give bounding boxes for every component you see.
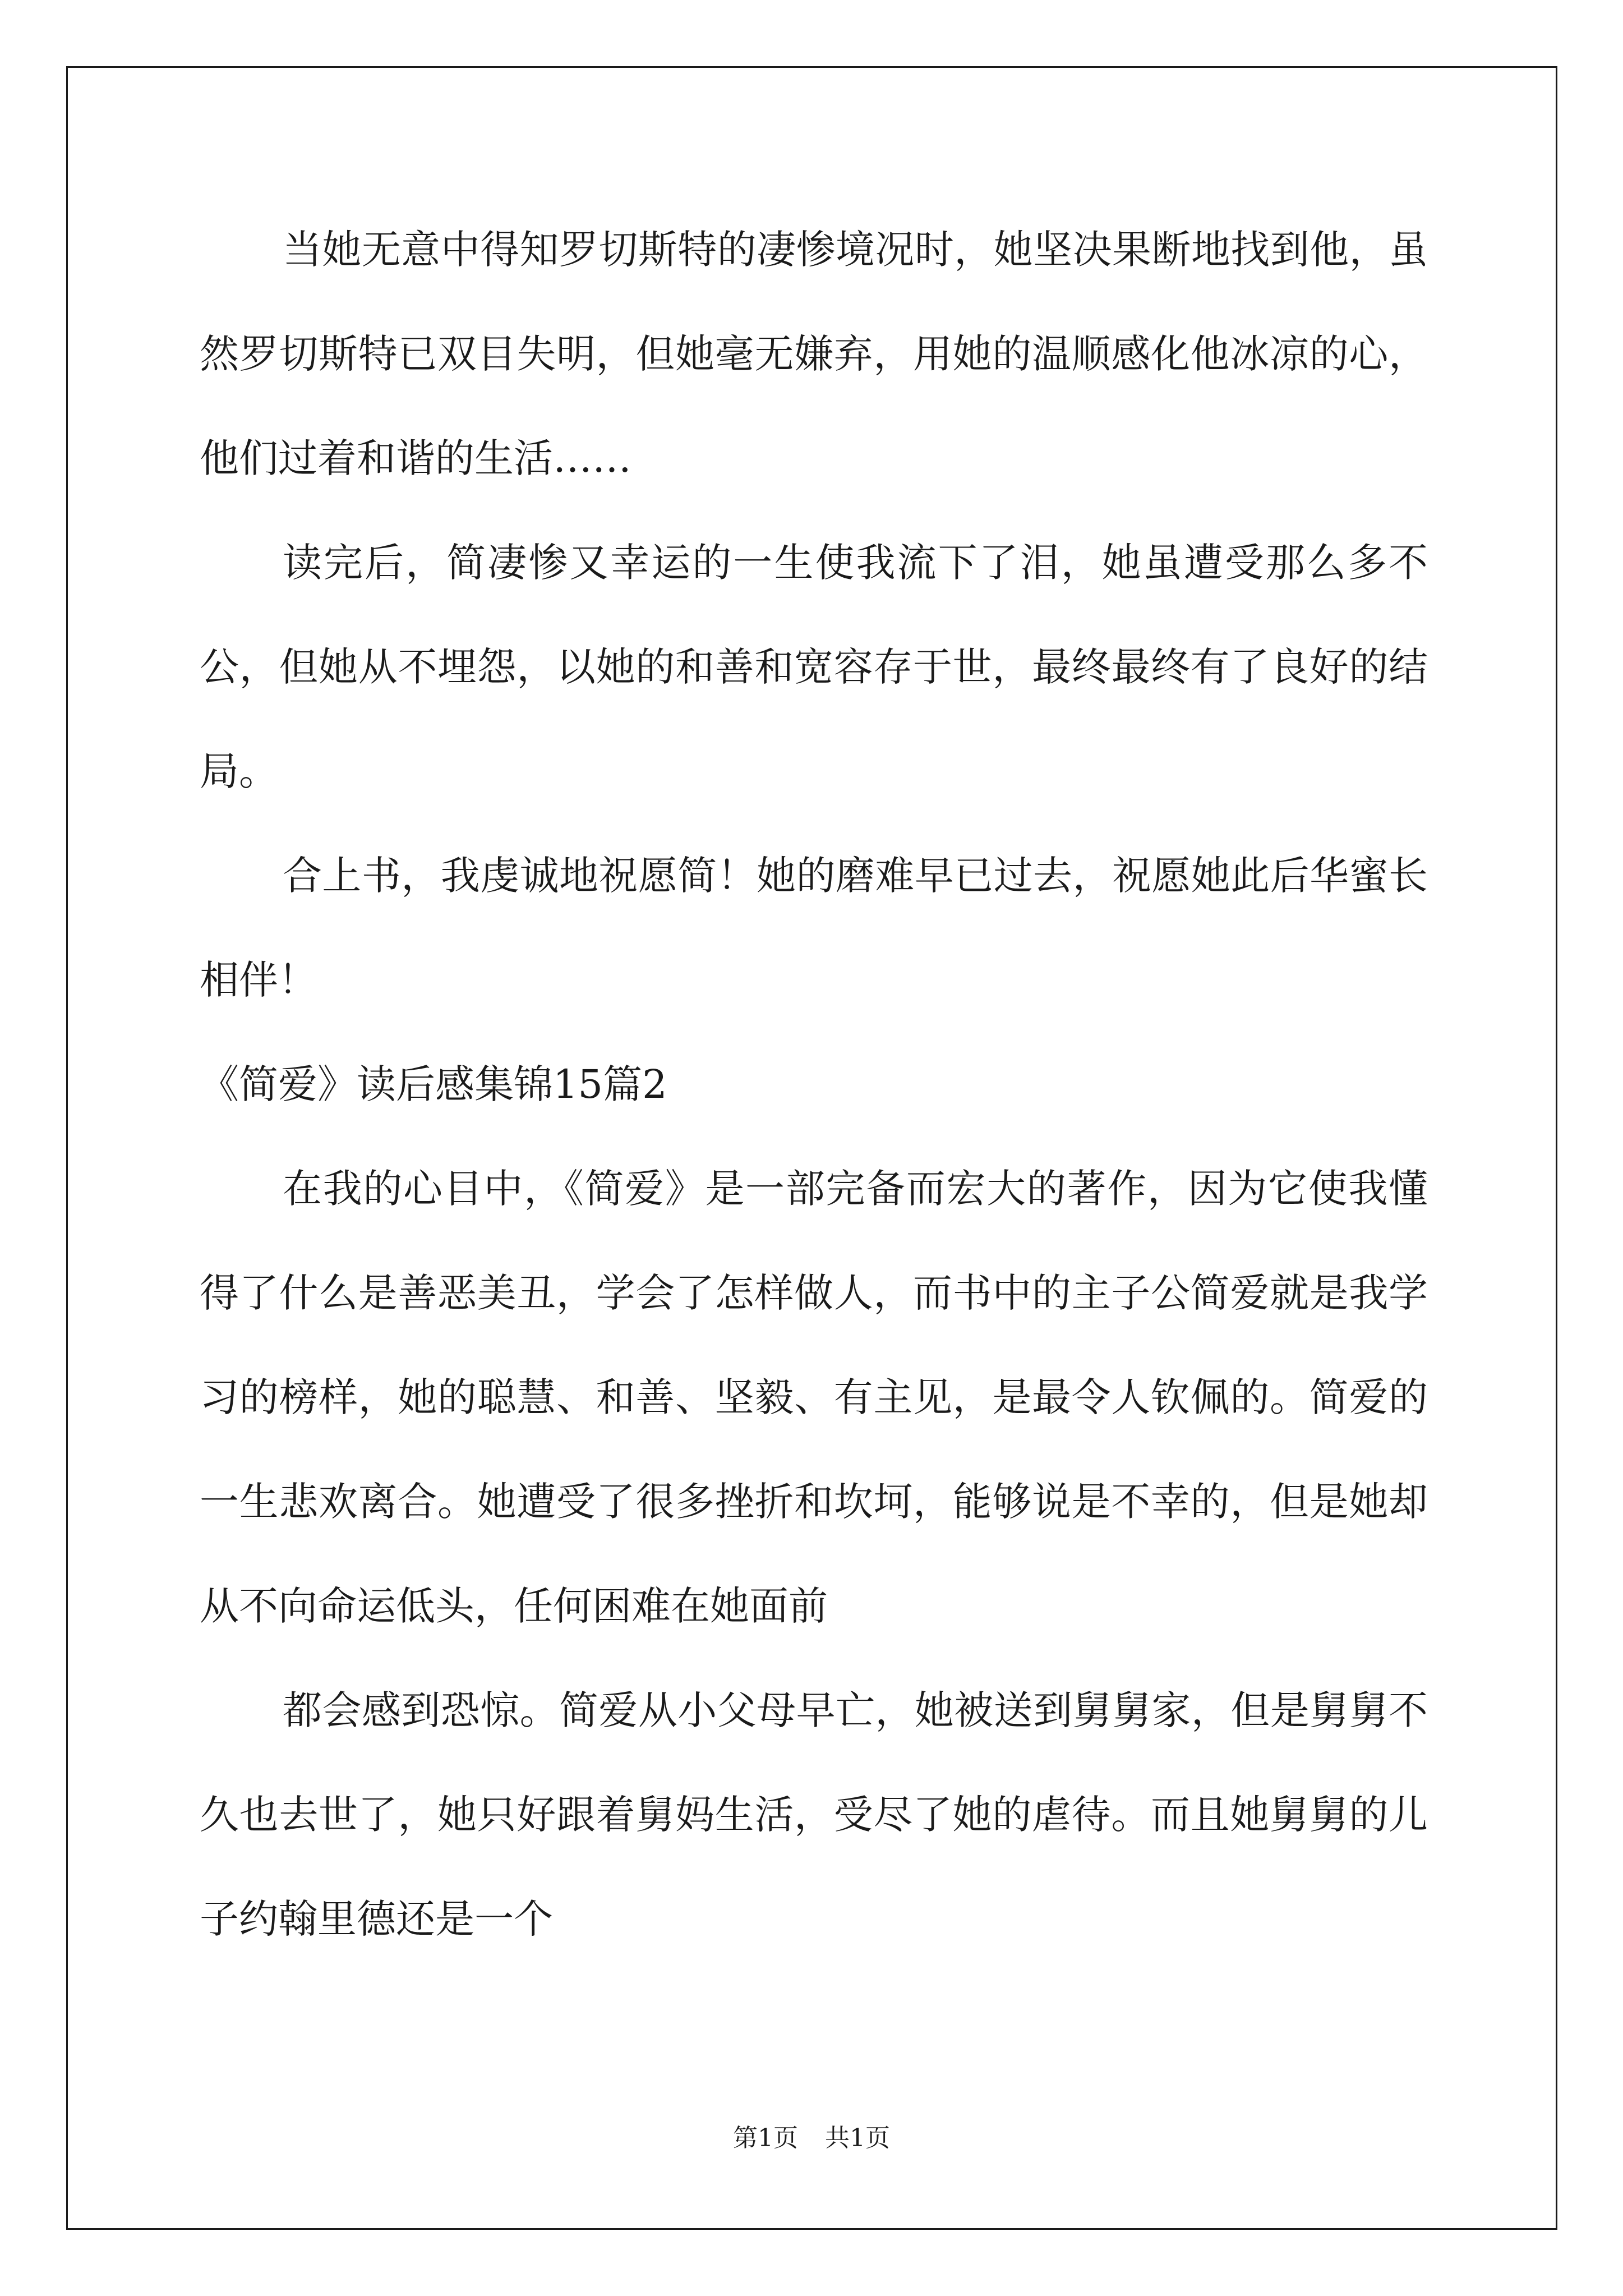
page-number-current: 第1页 — [733, 2124, 798, 2152]
paragraph-3: 合上书，我虔诚地祝愿简！她的磨难早已过去，祝愿她此后华蜜长相伴！ — [200, 853, 1428, 1003]
paragraph-1: 当她无意中得知罗切斯特的凄惨境况时，她坚决果断地找到他，虽然罗切斯特已双目失明，但她毫无嫌弃，用她的温顺感化他冰凉的心，他们过着和谐的生活…… — [200, 227, 1428, 481]
document-body — [200, 197, 1428, 1971]
section-heading: 《简爱》读后感集锦15篇2 — [200, 1061, 667, 1107]
page-footer — [0, 2118, 1623, 2154]
paragraph-5: 都会感到恐惊。简爱从小父母早亡，她被送到舅舅家，但是舅舅不久也去世了，她只好跟着舅妈生活，受尽了她的虐待。而且她舅舅的儿子约翰里德还是一个 — [200, 1687, 1428, 1942]
page-number-total: 共1页 — [825, 2124, 890, 2152]
paragraph-4: 在我的心目中，《简爱》是一部完备而宏大的著作，因为它使我懂得了什么是善恶美丑，学会了怎样做人，而书中的主子公简爱就是我学习的榜样，她的聪慧、和善、坚毅、有主见，是最令人钦佩的。简爱的一生悲欢离合。她遭受了很多挫折和坎坷，能够说是不幸的，但是她却从不向命运低头，任何困难在她面前 — [200, 1166, 1428, 1629]
paragraph-2: 读完后，简凄惨又幸运的一生使我流下了泪，她虽遭受那么多不公，但她从不埋怨，以她的和善和宽容存于世，最终最终有了良好的结局。 — [200, 540, 1428, 794]
